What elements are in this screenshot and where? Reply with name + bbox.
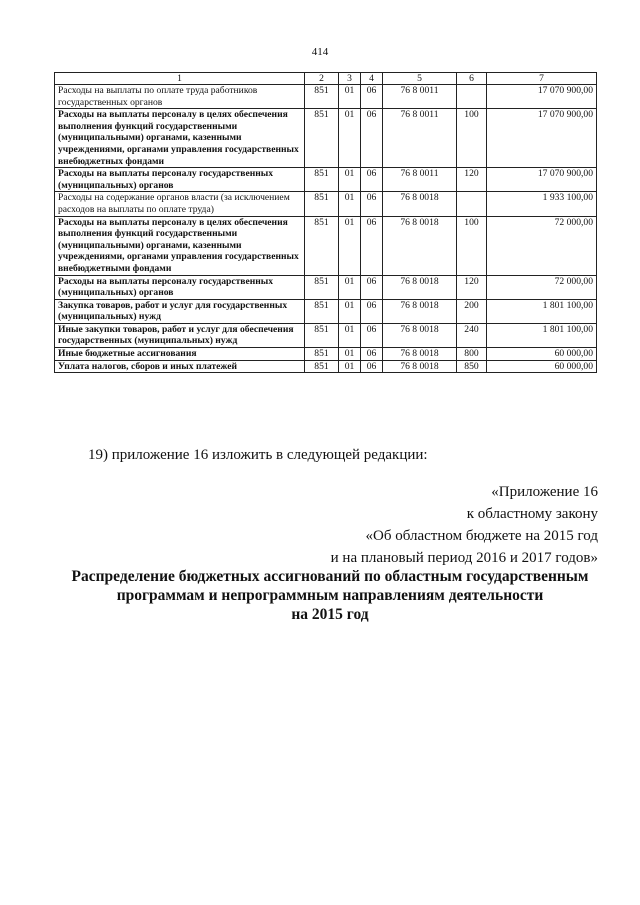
row-value: 06	[361, 85, 383, 109]
table-row	[55, 360, 597, 373]
row-value: 72 000,00	[487, 216, 597, 275]
row-value: 01	[339, 299, 361, 323]
row-value: 06	[361, 192, 383, 216]
row-value: 01	[339, 168, 361, 192]
row-value: 200	[457, 299, 487, 323]
row-value: 851	[305, 192, 339, 216]
row-value: 06	[361, 109, 383, 168]
table-row	[55, 168, 597, 192]
row-value: 851	[305, 323, 339, 347]
row-value: 851	[305, 168, 339, 192]
row-value: 76 8 0018	[383, 323, 457, 347]
row-value: 76 8 0018	[383, 216, 457, 275]
row-value: 01	[339, 216, 361, 275]
table-row	[55, 109, 597, 168]
row-value: 76 8 0018	[383, 192, 457, 216]
column-header: 5	[383, 73, 457, 85]
row-value: 01	[339, 323, 361, 347]
row-value: 851	[305, 109, 339, 168]
budget-table	[54, 72, 597, 373]
row-label: Расходы на содержание органов власти (за исключением расходов на выплаты по оплате труда)	[55, 192, 305, 216]
row-value: 06	[361, 348, 383, 361]
table-row	[55, 85, 597, 109]
row-value: 17 070 900,00	[487, 109, 597, 168]
row-label: Закупка товаров, работ и услуг для государственных (муниципальных) нужд	[55, 299, 305, 323]
title-line: программам и непрограммным направлениям деятельности	[116, 587, 544, 604]
amendment-paragraph: 19) приложение 16 изложить в следующей редакции:	[88, 447, 428, 463]
row-value: 120	[457, 168, 487, 192]
row-value: 851	[305, 216, 339, 275]
row-value: 60 000,00	[487, 360, 597, 373]
row-value: 851	[305, 360, 339, 373]
row-value: 100	[457, 109, 487, 168]
table-row	[55, 275, 597, 299]
row-label: Расходы на выплаты персоналу в целях обеспечения выполнения функций государственными (муниципальными) органами, казенными учреждениями, органами управления государственных внебюджетных фондами	[55, 109, 305, 168]
row-value: 76 8 0018	[383, 275, 457, 299]
row-value: 01	[339, 192, 361, 216]
table-row	[55, 216, 597, 275]
row-value: 120	[457, 275, 487, 299]
row-value: 850	[457, 360, 487, 373]
row-label: Расходы на выплаты персоналу государственных (муниципальных) органов	[55, 275, 305, 299]
table-row	[55, 299, 597, 323]
annex-line: «Приложение 16	[491, 484, 598, 500]
row-value: 06	[361, 299, 383, 323]
row-value: 06	[361, 275, 383, 299]
row-value: 100	[457, 216, 487, 275]
row-value: 1 933 100,00	[487, 192, 597, 216]
row-value: 17 070 900,00	[487, 168, 597, 192]
column-header: 2	[305, 73, 339, 85]
table-header-row	[55, 73, 597, 85]
row-value: 76 8 0011	[383, 168, 457, 192]
row-value: 800	[457, 348, 487, 361]
row-value	[457, 192, 487, 216]
row-value: 01	[339, 360, 361, 373]
row-value: 06	[361, 216, 383, 275]
row-label: Расходы на выплаты по оплате труда работников государственных органов	[55, 85, 305, 109]
row-value: 72 000,00	[487, 275, 597, 299]
row-label: Расходы на выплаты персоналу государственных (муниципальных) органов	[55, 168, 305, 192]
row-value: 01	[339, 275, 361, 299]
row-value: 851	[305, 85, 339, 109]
column-header: 4	[361, 73, 383, 85]
row-value	[457, 85, 487, 109]
row-value: 06	[361, 168, 383, 192]
annex-line: к областному закону	[466, 506, 598, 522]
row-label: Иные закупки товаров, работ и услуг для обеспечения государственных (муниципальных) нужд	[55, 323, 305, 347]
title-line: на 2015 год	[291, 606, 369, 623]
row-value: 60 000,00	[487, 348, 597, 361]
row-value: 76 8 0011	[383, 85, 457, 109]
annex-line: «Об областном бюджете на 2015 год	[365, 528, 598, 544]
row-value: 851	[305, 348, 339, 361]
row-value: 76 8 0018	[383, 348, 457, 361]
annex-line: и на плановый период 2016 и 2017 годов»	[330, 550, 598, 566]
row-value: 851	[305, 275, 339, 299]
row-value: 240	[457, 323, 487, 347]
row-value: 76 8 0018	[383, 360, 457, 373]
row-value: 1 801 100,00	[487, 299, 597, 323]
row-value: 76 8 0011	[383, 109, 457, 168]
row-label: Уплата налогов, сборов и иных платежей	[55, 360, 305, 373]
column-header: 1	[55, 73, 305, 85]
column-header: 6	[457, 73, 487, 85]
section-title	[50, 567, 610, 624]
row-value: 76 8 0018	[383, 299, 457, 323]
row-value: 1 801 100,00	[487, 323, 597, 347]
row-value: 06	[361, 323, 383, 347]
title-line: Распределение бюджетных ассигнований по областным государственным	[71, 568, 589, 585]
row-value: 01	[339, 109, 361, 168]
column-header: 3	[339, 73, 361, 85]
row-value: 01	[339, 348, 361, 361]
page-number: 414	[311, 46, 329, 58]
table-row	[55, 348, 597, 361]
row-value: 06	[361, 360, 383, 373]
table-row	[55, 323, 597, 347]
row-label: Расходы на выплаты персоналу в целях обеспечения выполнения функций государственными (муниципальными) органами, казенными учреждениями, органами управления государственных внебюджетными фондами	[55, 216, 305, 275]
row-value: 01	[339, 85, 361, 109]
row-label: Иные бюджетные ассигнования	[55, 348, 305, 361]
column-header: 7	[487, 73, 597, 85]
row-value: 851	[305, 299, 339, 323]
row-value: 17 070 900,00	[487, 85, 597, 109]
annex-caption	[178, 481, 598, 569]
table-row	[55, 192, 597, 216]
